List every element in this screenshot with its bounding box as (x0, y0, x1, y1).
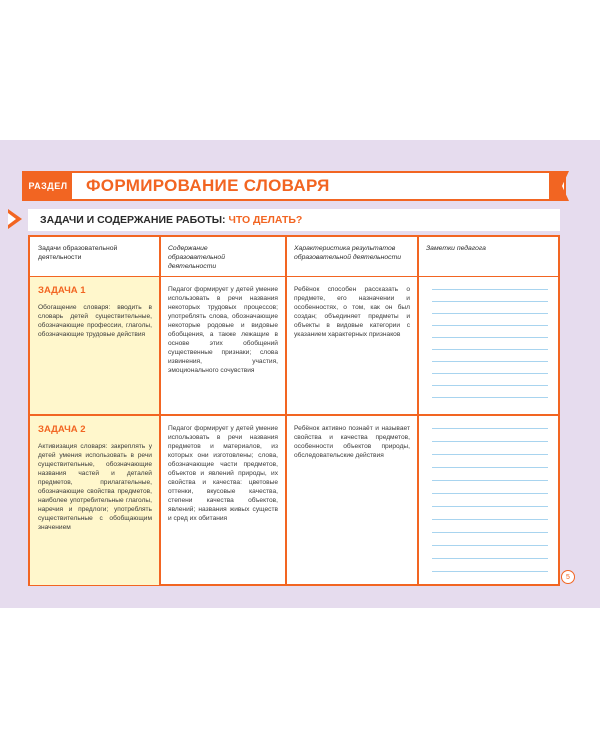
tasks-heading-prefix: ЗАДАЧИ И СОДЕРЖАНИЕ РАБОТЫ: (40, 214, 226, 226)
table-row-task2-content: Педагог формирует у детей умение использовать в речи названия предметов и материалов, из которых они изготовлены; слова, обозначающие части предметов, объектов и явлений природы, их свойства и качества: цветовые оттенки, вкусовые качества, степени качества объектов, явлений; названия живых существ и сред их обитания (168, 425, 278, 522)
section-label-badge: РАЗДЕЛ (24, 173, 72, 199)
notes-area-task1[interactable] (420, 277, 558, 414)
table-row-task1-content: Педагог формирует у детей умение использовать в речи названия некоторых трудовых процессов; употреблять слова, обозначающие некоторые родовые и видовые обобщения, а также лежащие в основе этих обобщений существенные признаки; слова извинения, участия, эмоционального сочувствия (168, 286, 278, 374)
tasks-heading-accent: ЧТО ДЕЛАТЬ? (228, 214, 303, 226)
notes-area-task2[interactable] (420, 416, 558, 585)
task-label: ЗАДАЧА 1 (38, 285, 86, 296)
tasks-table (28, 235, 560, 586)
table-row-task2-goal (38, 424, 152, 532)
page-number: 5 (561, 570, 575, 584)
arrow-right-icon (8, 209, 22, 229)
tasks-heading (28, 209, 560, 231)
column-header-content: Содержание образовательной деятельности (168, 245, 225, 270)
column-divider (159, 237, 161, 584)
task-description: Активизация словаря: закреплять у детей умения использовать в речи существительные, обозначающие названия частей и деталей предметов, прилагательные, обозначающие свойства предметов, наиболее употребительные глаголы, наречия и предлоги; употреблять существительные с обобщающим значением (38, 443, 152, 531)
table-row-task1-goal (38, 285, 152, 339)
column-divider (285, 237, 287, 584)
column-divider (417, 237, 419, 584)
column-header-results: Характеристика результатов образовательной деятельности (294, 245, 402, 261)
table-row-task2-result: Ребёнок активно познаёт и называет свойства и качества предметов, особенности объектов природы, обследовательские действия (294, 425, 410, 459)
task-description: Обогащение словаря: вводить в словарь детей существительные, обозначающие профессии, глаголы, обозначающие трудовые действия (38, 304, 152, 338)
column-header-notes: Заметки педагога (426, 245, 486, 252)
section-title: ФОРМИРОВАНИЕ СЛОВАРЯ (86, 176, 330, 195)
task-label: ЗАДАЧА 2 (38, 424, 86, 435)
table-row-task1-result: Ребёнок способен рассказать о предмете, его назначении и особенностях, о том, как он был создан; объединяет предметы и объекты в видовые категории с указанием характерных признаков (294, 286, 410, 338)
column-header-tasks: Задачи образовательной деятельности (38, 245, 118, 261)
banner-tail-icon (549, 171, 569, 201)
